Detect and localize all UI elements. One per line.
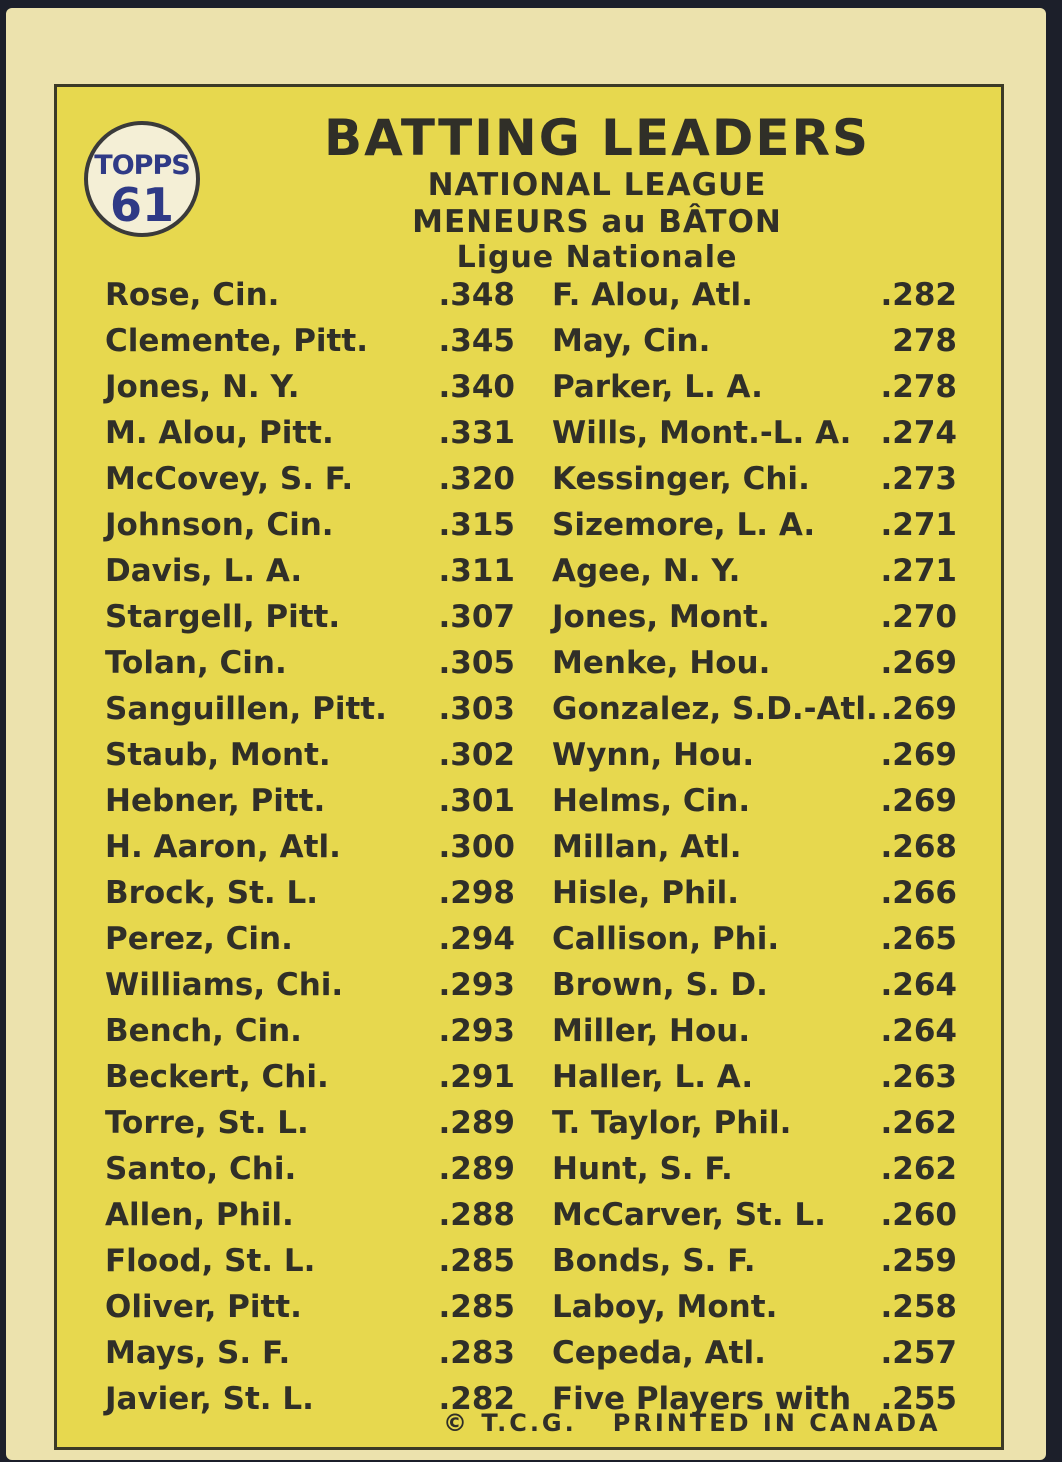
batting-average-left: .307 [438, 599, 515, 635]
batting-average-left: .283 [438, 1335, 515, 1371]
player-name-right: Kessinger, Chi. [552, 461, 810, 497]
heading [247, 109, 947, 274]
french-league-label: Ligue Nationale [456, 240, 738, 275]
batting-average-right: .269 [880, 783, 957, 819]
batting-average-left: .293 [438, 967, 515, 1003]
list-item [57, 1008, 1001, 1054]
player-name-right: F. Alou, Atl. [552, 277, 753, 313]
batting-average-left: .293 [438, 1013, 515, 1049]
player-name-left: Williams, Chi. [105, 967, 344, 1003]
topps-logo [84, 121, 200, 237]
batting-average-right: .263 [880, 1059, 957, 1095]
player-name-right: May, Cin. [552, 323, 711, 359]
player-name-left: Sanguillen, Pitt. [105, 691, 387, 727]
batting-average-right: .274 [880, 415, 957, 451]
batting-average-left: .348 [438, 277, 515, 313]
player-name-right: Callison, Phi. [552, 921, 780, 957]
batting-average-right: .278 [880, 369, 957, 405]
batting-average-left: .301 [438, 783, 515, 819]
batting-average-left: .300 [438, 829, 515, 865]
player-name-right: Haller, L. A. [552, 1059, 754, 1095]
baseball-card-back [6, 8, 1046, 1460]
card-panel [54, 84, 1004, 1450]
league-label: NATIONAL LEAGUE [427, 167, 767, 203]
list-item [57, 502, 1001, 548]
batting-average-left: .289 [438, 1105, 515, 1141]
list-item [57, 962, 1001, 1008]
list-item [57, 1054, 1001, 1100]
player-name-left: Hebner, Pitt. [105, 783, 326, 819]
list-item [57, 640, 1001, 686]
batting-average-right: .269 [880, 645, 957, 681]
player-name-left: Javier, St. L. [105, 1381, 314, 1417]
batting-average-right: .257 [880, 1335, 957, 1371]
list-item [57, 916, 1001, 962]
batting-average-right: .271 [880, 507, 957, 543]
player-name-right: Hunt, S. F. [552, 1151, 733, 1187]
batting-average-right: .259 [880, 1243, 957, 1279]
player-name-right: Agee, N. Y. [552, 553, 741, 589]
batting-average-right: .258 [880, 1289, 957, 1325]
player-name-right: Helms, Cin. [552, 783, 751, 819]
player-name-right: Wills, Mont.-L. A. [552, 415, 852, 451]
player-name-right: Parker, L. A. [552, 369, 763, 405]
player-name-right: Sizemore, L. A. [552, 507, 816, 543]
player-name-right: Millan, Atl. [552, 829, 742, 865]
batting-average-left: .289 [438, 1151, 515, 1187]
player-name-left: Santo, Chi. [105, 1151, 297, 1187]
player-name-left: H. Aaron, Atl. [105, 829, 341, 865]
player-name-left: Rose, Cin. [105, 277, 280, 313]
batting-average-right: .255 [880, 1381, 957, 1417]
list-item [57, 1284, 1001, 1330]
player-name-right: Menke, Hou. [552, 645, 771, 681]
batting-average-right: 278 [892, 323, 957, 359]
batting-average-right: .266 [880, 875, 957, 911]
player-name-left: McCovey, S. F. [105, 461, 354, 497]
french-title: MENEURS au BÂTON [412, 204, 782, 240]
batting-average-left: .345 [438, 323, 515, 359]
player-name-right: Gonzalez, S.D.-Atl. [552, 691, 878, 727]
player-name-left: Jones, N. Y. [105, 369, 300, 405]
printed-text: PRINTED IN CANADA [612, 1409, 941, 1437]
batting-average-right: .262 [880, 1105, 957, 1141]
batting-average-right: .269 [880, 737, 957, 773]
player-name-left: Davis, L. A. [105, 553, 303, 589]
list-item [57, 456, 1001, 502]
list-item [57, 1192, 1001, 1238]
list-item [57, 410, 1001, 456]
list-item [57, 548, 1001, 594]
leaders-list [57, 272, 1001, 1422]
batting-average-right: .282 [880, 277, 957, 313]
list-item [57, 318, 1001, 364]
player-name-right: T. Taylor, Phil. [552, 1105, 792, 1141]
batting-average-left: .305 [438, 645, 515, 681]
batting-average-right: .273 [880, 461, 957, 497]
player-name-left: Staub, Mont. [105, 737, 331, 773]
player-name-right: Jones, Mont. [552, 599, 770, 635]
batting-average-left: .285 [438, 1243, 515, 1279]
batting-average-right: .265 [880, 921, 957, 957]
player-name-right: Brown, S. D. [552, 967, 768, 1003]
batting-average-left: .294 [438, 921, 515, 957]
list-item [57, 1238, 1001, 1284]
batting-average-left: .303 [438, 691, 515, 727]
batting-average-left: .282 [438, 1381, 515, 1417]
batting-average-right: .268 [880, 829, 957, 865]
card-number: 61 [109, 178, 174, 232]
player-name-left: Tolan, Cin. [105, 645, 287, 681]
batting-average-left: .320 [438, 461, 515, 497]
list-item [57, 272, 1001, 318]
batting-average-right: .260 [880, 1197, 957, 1233]
batting-average-left: .331 [438, 415, 515, 451]
list-item [57, 594, 1001, 640]
batting-average-left: .315 [438, 507, 515, 543]
logo-brand: TOPPS [94, 150, 190, 181]
batting-average-left: .302 [438, 737, 515, 773]
player-name-right: Hisle, Phil. [552, 875, 740, 911]
player-name-left: Beckert, Chi. [105, 1059, 329, 1095]
player-name-right: McCarver, St. L. [552, 1197, 826, 1233]
batting-average-left: .285 [438, 1289, 515, 1325]
batting-average-left: .340 [438, 369, 515, 405]
player-name-right: Five Players with [552, 1381, 852, 1417]
player-name-left: Bench, Cin. [105, 1013, 302, 1049]
batting-average-right: .262 [880, 1151, 957, 1187]
list-item [57, 1146, 1001, 1192]
player-name-left: Torre, St. L. [105, 1105, 309, 1141]
player-name-right: Cepeda, Atl. [552, 1335, 766, 1371]
batting-average-right: .270 [880, 599, 957, 635]
list-item [57, 870, 1001, 916]
batting-average-left: .311 [438, 553, 515, 589]
list-item [57, 824, 1001, 870]
batting-average-right: .269 [880, 691, 957, 727]
player-name-left: Perez, Cin. [105, 921, 293, 957]
batting-average-right: .264 [880, 967, 957, 1003]
list-item [57, 732, 1001, 778]
batting-average-right: .271 [880, 553, 957, 589]
list-item [57, 778, 1001, 824]
player-name-left: Johnson, Cin. [105, 507, 334, 543]
list-item [57, 1330, 1001, 1376]
list-item [57, 1100, 1001, 1146]
batting-average-left: .291 [438, 1059, 515, 1095]
batting-average-right: .264 [880, 1013, 957, 1049]
player-name-right: Wynn, Hou. [552, 737, 755, 773]
footer [443, 1409, 977, 1437]
player-name-left: Oliver, Pitt. [105, 1289, 302, 1325]
player-name-left: Mays, S. F. [105, 1335, 291, 1371]
player-name-right: Bonds, S. F. [552, 1243, 756, 1279]
list-item [57, 364, 1001, 410]
player-name-left: Allen, Phil. [105, 1197, 294, 1233]
player-name-right: Laboy, Mont. [552, 1289, 778, 1325]
player-name-right: Miller, Hou. [552, 1013, 751, 1049]
list-item [57, 686, 1001, 732]
player-name-left: Flood, St. L. [105, 1243, 316, 1279]
copyright-text: © T.C.G. [443, 1409, 577, 1437]
batting-average-left: .298 [438, 875, 515, 911]
player-name-left: Clemente, Pitt. [105, 323, 368, 359]
player-name-left: M. Alou, Pitt. [105, 415, 334, 451]
player-name-left: Stargell, Pitt. [105, 599, 341, 635]
page-title: BATTING LEADERS [323, 109, 871, 167]
player-name-left: Brock, St. L. [105, 875, 319, 911]
batting-average-left: .288 [438, 1197, 515, 1233]
